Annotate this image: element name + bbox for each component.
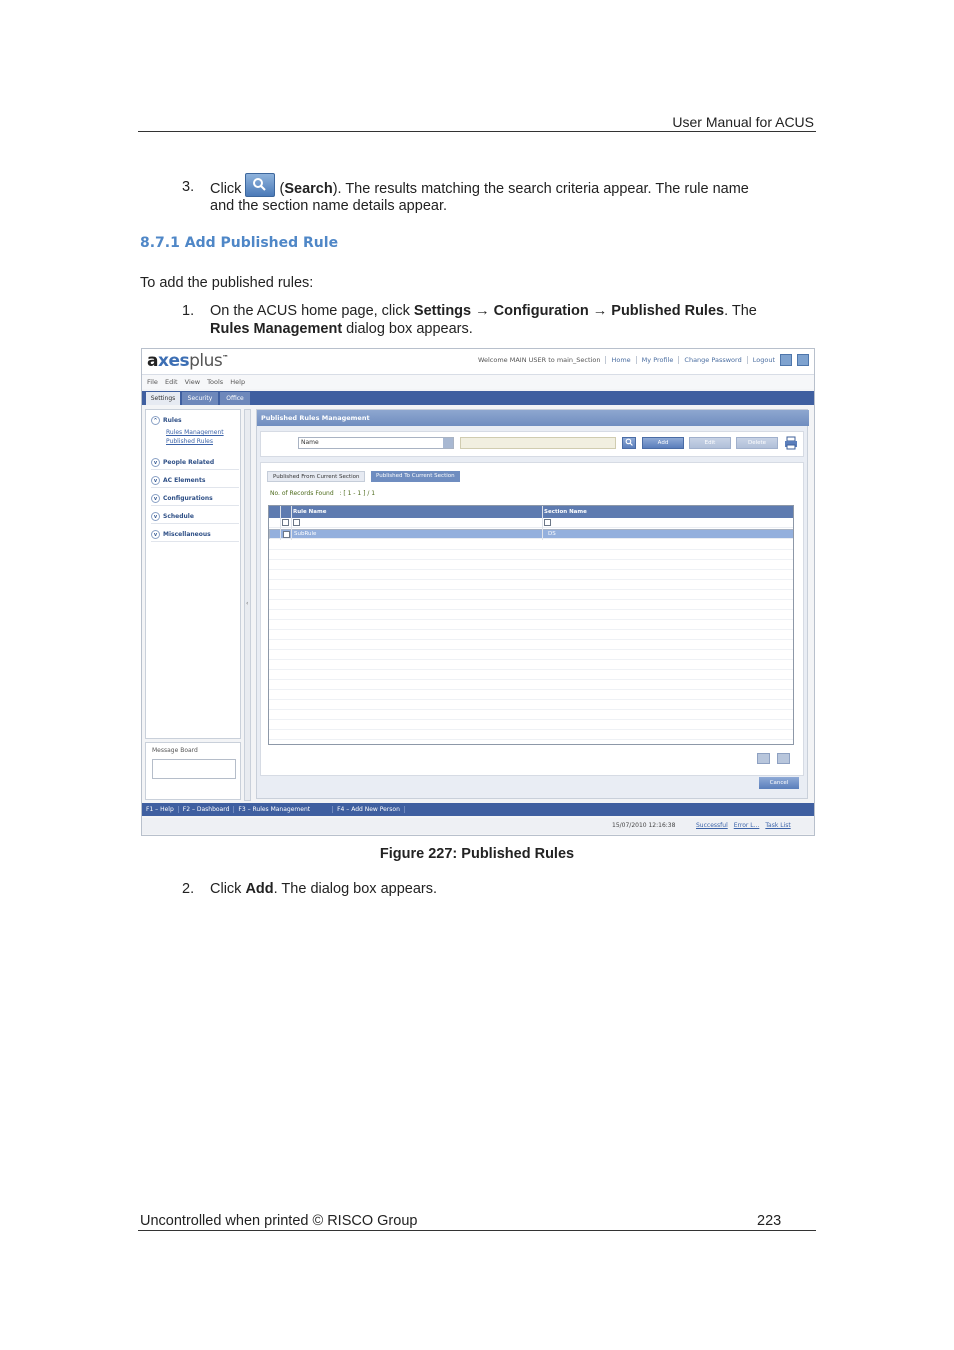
step1-post: . The bbox=[724, 303, 757, 319]
function-keys-bar bbox=[142, 803, 814, 816]
nav-label: Configurations bbox=[163, 495, 213, 502]
close-icon[interactable] bbox=[797, 354, 809, 366]
main-title: Published Rules Management bbox=[257, 410, 809, 426]
search-icon bbox=[245, 173, 275, 197]
arrow-icon: → bbox=[588, 303, 612, 319]
nav-ac-elements[interactable] bbox=[151, 474, 239, 488]
nav-label: Miscellaneous bbox=[163, 531, 211, 538]
tab-security[interactable]: Security bbox=[182, 392, 218, 405]
status-successful-link[interactable]: Successful bbox=[696, 822, 728, 829]
figure-caption: Figure 227: Published Rules bbox=[379, 846, 575, 862]
logo-a: a bbox=[147, 351, 158, 371]
subtab-published-from[interactable]: Published From Current Section bbox=[267, 471, 365, 482]
next-page-button[interactable] bbox=[777, 753, 790, 764]
nav-people-related[interactable] bbox=[151, 456, 239, 470]
status-bar bbox=[142, 818, 814, 834]
chevron-left-icon: ‹ bbox=[246, 600, 249, 607]
section-heading: 8.7.1 Add Published Rule bbox=[140, 235, 339, 251]
grid-empty-rows bbox=[269, 540, 794, 745]
menu-edit[interactable]: Edit bbox=[164, 378, 178, 386]
footer-page: 223 bbox=[757, 1213, 782, 1229]
message-board bbox=[145, 742, 241, 800]
fkey-rules-management[interactable]: F3 – Rules Management bbox=[234, 806, 333, 813]
printer-icon[interactable] bbox=[784, 436, 798, 450]
step1-line1 bbox=[210, 302, 757, 320]
menu-bar bbox=[142, 375, 814, 389]
menu-tools[interactable]: Tools bbox=[207, 378, 224, 386]
chevron-up-icon: ^ bbox=[151, 416, 160, 425]
left-nav-panel bbox=[145, 409, 241, 739]
step2-number: 2. bbox=[182, 881, 195, 897]
content-area bbox=[260, 462, 804, 776]
nav-rules-management[interactable]: Rules Management bbox=[166, 429, 224, 436]
fkey-dashboard[interactable]: F2 – Dashboard bbox=[179, 806, 235, 813]
step1-published-rules: Published Rules bbox=[611, 303, 725, 319]
logo-xes: xes bbox=[157, 351, 190, 371]
filter-checkbox[interactable] bbox=[293, 519, 300, 526]
step2-post: . The dialog box appears. bbox=[273, 881, 438, 897]
cell-section-name: DS bbox=[548, 531, 556, 537]
col-section-name[interactable]: Section Name bbox=[544, 509, 587, 515]
step1-number: 1. bbox=[182, 303, 195, 319]
chevron-down-icon: v bbox=[151, 494, 160, 503]
status-error-link[interactable]: Error L... bbox=[733, 822, 760, 829]
top-links bbox=[473, 356, 780, 364]
tab-bar bbox=[142, 391, 814, 405]
step1-configuration: Configuration bbox=[493, 303, 589, 319]
nav-schedule[interactable] bbox=[151, 510, 239, 524]
search-field-select[interactable] bbox=[298, 437, 454, 449]
step3-pre: Click bbox=[210, 181, 242, 197]
col-rule-name[interactable]: Rule Name bbox=[293, 509, 327, 515]
delete-button[interactable]: Delete bbox=[736, 437, 778, 449]
records-value: : [ 1 - 1 ] / 1 bbox=[339, 490, 376, 497]
main-panel bbox=[256, 409, 808, 799]
step2-pre: Click bbox=[210, 881, 246, 897]
intro-text: To add the published rules: bbox=[140, 275, 314, 291]
change-password-link[interactable]: Change Password bbox=[678, 356, 746, 364]
nav-rules[interactable] bbox=[151, 414, 239, 428]
footer-left: Uncontrolled when printed © RISCO Group bbox=[140, 1213, 418, 1229]
nav-miscellaneous[interactable] bbox=[151, 528, 239, 542]
chevron-down-icon bbox=[443, 438, 453, 448]
nav-published-rules[interactable]: Published Rules bbox=[166, 438, 213, 445]
chevron-down-icon: v bbox=[151, 530, 160, 539]
logo-plus: plus bbox=[189, 351, 223, 371]
step1-settings: Settings bbox=[413, 303, 472, 319]
records-found bbox=[270, 490, 375, 497]
table-row[interactable] bbox=[269, 529, 794, 539]
edit-button[interactable]: Edit bbox=[689, 437, 731, 449]
step2-add: Add bbox=[245, 881, 274, 897]
fkey-add-new-person[interactable]: F4 – Add New Person bbox=[333, 806, 405, 813]
fkey-help[interactable]: F1 – Help bbox=[142, 806, 179, 813]
step1-post2: dialog box appears. bbox=[342, 321, 473, 337]
step1-pre: On the ACUS home page, click bbox=[210, 303, 414, 319]
message-board-area[interactable] bbox=[152, 759, 236, 779]
panel-splitter[interactable] bbox=[244, 409, 251, 801]
step3-open: ( bbox=[279, 181, 285, 197]
cancel-button[interactable]: Cancel bbox=[759, 777, 799, 789]
tab-settings[interactable]: Settings bbox=[146, 392, 180, 405]
menu-view[interactable]: View bbox=[184, 378, 201, 386]
step3-line2: and the section name details appear. bbox=[210, 198, 447, 214]
status-task-list-link[interactable]: Task List bbox=[765, 822, 791, 829]
rules-grid bbox=[268, 505, 794, 745]
step2-text bbox=[210, 880, 437, 898]
logo-tm: ™ bbox=[222, 354, 228, 362]
search-input[interactable] bbox=[460, 437, 616, 449]
home-link[interactable]: Home bbox=[605, 356, 635, 364]
app-topbar bbox=[142, 349, 814, 375]
chevron-down-icon: v bbox=[151, 476, 160, 485]
footer-rule bbox=[138, 1230, 816, 1231]
filter-checkbox[interactable] bbox=[282, 519, 289, 526]
subtab-published-to[interactable]: Published To Current Section bbox=[371, 471, 460, 482]
tab-office[interactable]: Office bbox=[220, 392, 250, 405]
row-checkbox[interactable] bbox=[283, 531, 290, 538]
nav-label: People Related bbox=[163, 459, 215, 466]
records-label: No. of Records Found bbox=[270, 490, 334, 497]
minimize-icon[interactable] bbox=[780, 354, 792, 366]
axesplus-logo bbox=[147, 351, 228, 371]
screenshot-figure bbox=[141, 348, 815, 836]
select-value: Name bbox=[301, 439, 319, 446]
welcome-text: Welcome MAIN USER to main_Section bbox=[477, 356, 601, 364]
grid-header bbox=[269, 506, 794, 518]
add-button[interactable]: Add bbox=[642, 437, 684, 449]
filter-row bbox=[269, 518, 794, 528]
step3-number: 3. bbox=[182, 179, 195, 195]
step3-after: ). The results matching the search criteria appear. The rule name bbox=[332, 181, 749, 197]
logout-link[interactable]: Logout bbox=[747, 356, 780, 364]
cell-rule-name: SubRule bbox=[294, 531, 317, 537]
nav-label: Schedule bbox=[163, 513, 194, 520]
header-rule bbox=[138, 131, 816, 132]
nav-label: AC Elements bbox=[163, 477, 206, 484]
chevron-down-icon: v bbox=[151, 458, 160, 467]
chevron-down-icon: v bbox=[151, 512, 160, 521]
menu-file[interactable]: File bbox=[147, 378, 158, 386]
arrow-icon: → bbox=[471, 303, 494, 319]
filter-checkbox[interactable] bbox=[544, 519, 551, 526]
message-board-title: Message Board bbox=[152, 747, 198, 754]
menu-help[interactable]: Help bbox=[230, 378, 246, 386]
search-icon bbox=[625, 438, 633, 446]
search-toolbar bbox=[260, 431, 804, 457]
search-button[interactable] bbox=[622, 437, 636, 449]
nav-rules-label: Rules bbox=[163, 417, 182, 424]
nav-configurations[interactable] bbox=[151, 492, 239, 506]
my-profile-link[interactable]: My Profile bbox=[636, 356, 679, 364]
step1-line2 bbox=[210, 320, 473, 338]
step1-rules-management: Rules Management bbox=[210, 321, 343, 337]
step3-text bbox=[210, 173, 810, 198]
status-datetime: 15/07/2010 12:16:38 bbox=[612, 822, 676, 829]
header-title: User Manual for ACUS bbox=[672, 114, 814, 130]
step3-bold: Search bbox=[284, 181, 333, 197]
prev-page-button[interactable] bbox=[757, 753, 770, 764]
